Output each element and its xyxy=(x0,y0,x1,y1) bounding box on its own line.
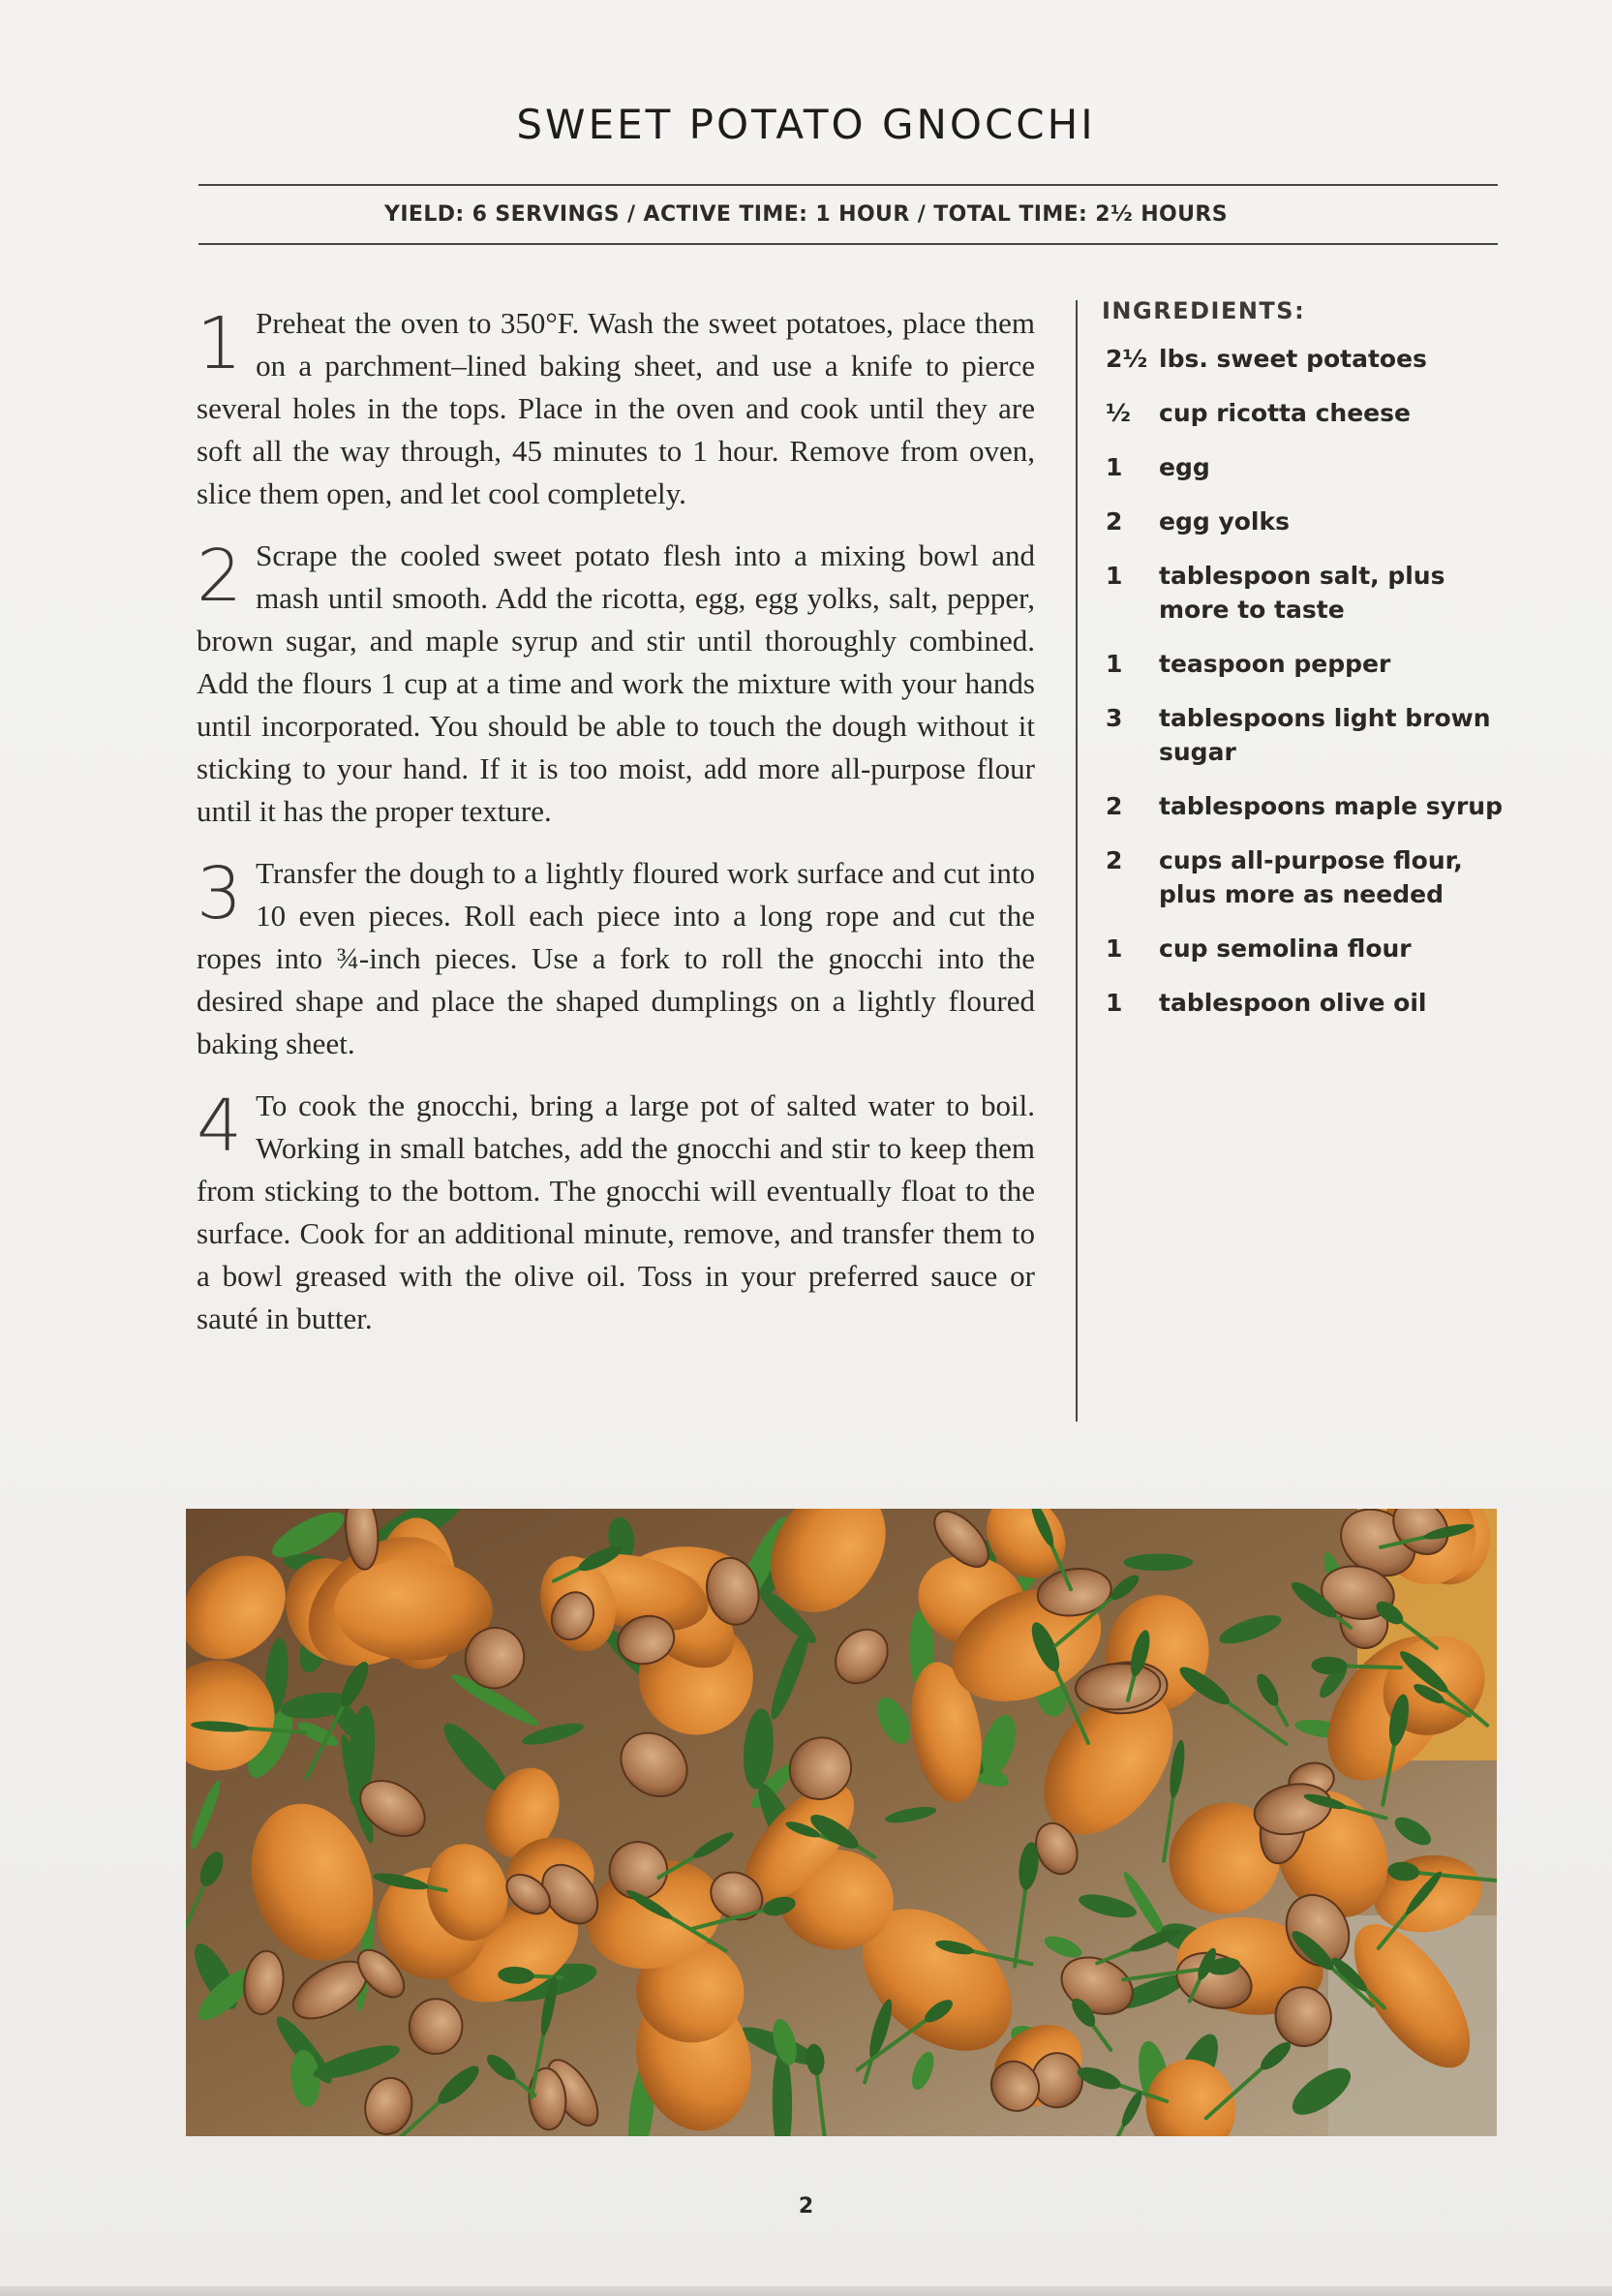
ingredient-item xyxy=(1102,450,1508,484)
page-bottom-edge xyxy=(0,2286,1612,2296)
ingredient-item xyxy=(1102,505,1508,538)
step-number: 2 xyxy=(197,535,243,618)
step-1 xyxy=(197,302,1035,515)
ingredient-item xyxy=(1102,843,1508,911)
ingredient-quantity: 2½ xyxy=(1106,345,1148,373)
step-number: 4 xyxy=(197,1085,243,1168)
ingredient-item xyxy=(1102,701,1508,769)
recipe-meta-line: YIELD: 6 SERVINGS / ACTIVE TIME: 1 HOUR / TOTAL TIME: 2½ HOURS xyxy=(383,202,1228,227)
ingredient-item xyxy=(1102,559,1508,627)
arugula-leaf xyxy=(1123,1554,1193,1572)
ingredient-name: tablespoon olive oil xyxy=(1159,989,1427,1017)
ingredient-item xyxy=(1102,986,1508,1020)
step-number: 3 xyxy=(197,852,243,935)
ingredient-item xyxy=(1102,647,1508,681)
step-text: To cook the gnocchi, bring a large pot of salted water to boil. Working in small batches, add the gnocchi and stir to keep them from sticking to the bottom. The gnocchi will eventually float to the surface. Cook for an additional minute, remove, and transfer them to a bowl greased with the olive oil. Toss in your preferred sauce or sauté in butter. xyxy=(197,1088,1035,1335)
ingredient-item xyxy=(1102,932,1508,965)
header-top-rule xyxy=(198,184,1498,186)
header-bottom-rule xyxy=(198,243,1498,245)
step-text: Scrape the cooled sweet potato flesh into a mixing bowl and mash until smooth. Add the ricotta, egg, egg yolks, salt, pepper, brown sugar, and maple syrup and stir until thoroughly combined. Add the flours 1 cup at a time and work the mixture with your hands until incorporated. You should be able to touch the dough without it sticking to your hand. If it is too moist, add more all-purpose flour until it has the proper texture. xyxy=(197,538,1035,828)
gnocchi-photo-illustration xyxy=(186,1509,1497,2136)
ingredients-panel xyxy=(1102,297,1508,1040)
step-text: Preheat the oven to 350°F. Wash the sweet potatoes, place them on a parchment–lined baking sheet, and use a knife to pierce several holes in the tops. Place in the oven and cook until they are soft all the way through, 45 minutes to 1 hour. Remove from oven, slice them open, and let cool completely. xyxy=(197,306,1035,510)
step-text: Transfer the dough to a lightly floured work surface and cut into 10 even pieces. Roll each piece into a long rope and cut the ropes into ¾-inch pieces. Use a fork to roll the gnocchi into the desired shape and place the shaped dumplings on a lightly floured baking sheet. xyxy=(197,856,1035,1060)
ingredient-name: egg yolks xyxy=(1159,507,1290,536)
ingredient-quantity: 3 xyxy=(1106,704,1123,732)
ingredient-quantity: 2 xyxy=(1106,792,1123,820)
recipe-title: SWEET POTATO GNOCCHI xyxy=(516,101,1096,148)
ingredient-quantity: 1 xyxy=(1106,989,1123,1017)
ingredient-name: lbs. sweet potatoes xyxy=(1159,345,1427,373)
ingredient-quantity: 1 xyxy=(1106,562,1123,590)
step-number: 1 xyxy=(197,302,243,385)
ingredient-name: teaspoon pepper xyxy=(1159,650,1391,678)
ingredient-item xyxy=(1102,396,1508,430)
ingredient-name: cups all-purpose flour, plus more as needed xyxy=(1159,846,1463,908)
step-2 xyxy=(197,535,1035,833)
ingredient-name: egg xyxy=(1159,453,1210,481)
ingredient-name: cup ricotta cheese xyxy=(1159,399,1411,427)
ingredient-quantity: 2 xyxy=(1106,507,1123,536)
instructions-column xyxy=(197,302,1035,1360)
ingredient-quantity: ½ xyxy=(1106,399,1131,427)
ingredient-quantity: 1 xyxy=(1106,934,1123,963)
ingredients-heading: INGREDIENTS: xyxy=(1102,297,1306,324)
ingredient-quantity: 1 xyxy=(1106,453,1123,481)
ingredients-list xyxy=(1102,342,1508,1020)
ingredient-item xyxy=(1102,342,1508,376)
gnocchi-photo xyxy=(186,1509,1497,2136)
step-4 xyxy=(197,1085,1035,1340)
page-number: 2 xyxy=(798,2194,814,2219)
ingredient-item xyxy=(1102,789,1508,823)
ingredient-name: tablespoon salt, plus more to taste xyxy=(1159,562,1445,624)
ingredient-name: cup semolina flour xyxy=(1159,934,1412,963)
ingredient-name: tablespoons maple syrup xyxy=(1159,792,1503,820)
ingredient-name: tablespoons light brown sugar xyxy=(1159,704,1491,766)
ingredient-quantity: 2 xyxy=(1106,846,1123,874)
step-3 xyxy=(197,852,1035,1065)
ingredient-quantity: 1 xyxy=(1106,650,1123,678)
column-divider xyxy=(1076,300,1078,1422)
